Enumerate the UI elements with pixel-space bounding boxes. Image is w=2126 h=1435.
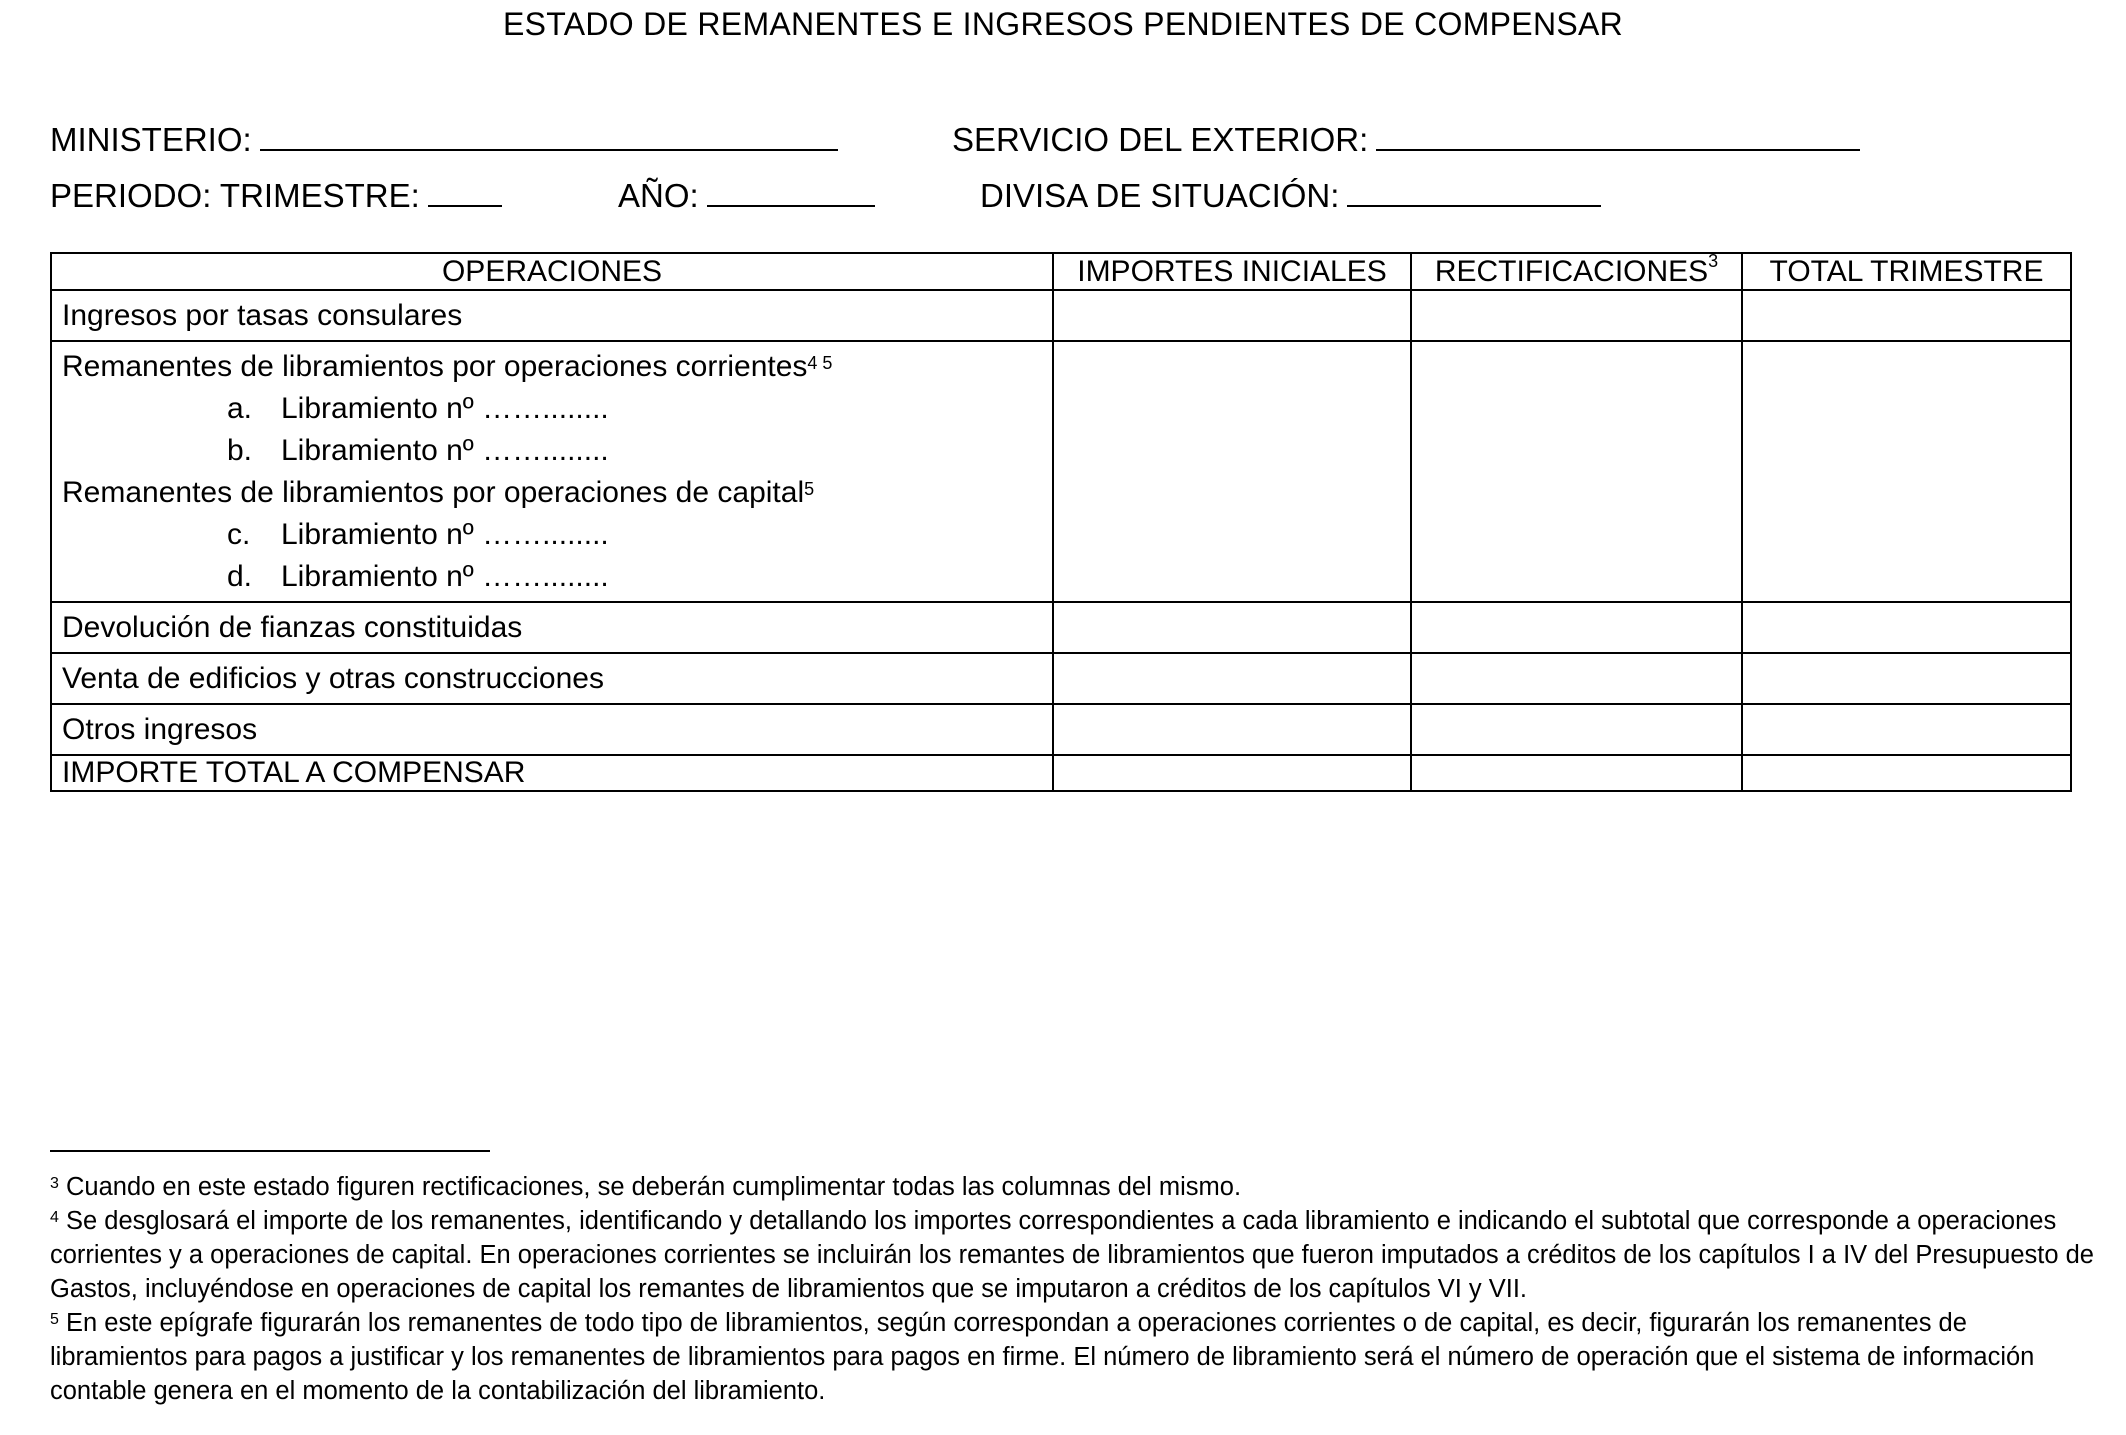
cell-total-trimestre[interactable] xyxy=(1742,653,2071,704)
footnote-5 xyxy=(50,1306,2100,1408)
footnote-ref-4-5: 4 5 xyxy=(807,352,833,373)
table-row xyxy=(51,602,2071,653)
ministerio-field xyxy=(50,119,838,159)
anio-blank[interactable] xyxy=(707,175,875,207)
remanentes-capital-label: Remanentes de libramientos por operaciones de capital xyxy=(62,475,805,509)
table-row xyxy=(51,341,2071,602)
col-header-importes-iniciales: IMPORTES INICIALES xyxy=(1053,253,1411,290)
cell-rectificaciones[interactable] xyxy=(1411,341,1742,602)
cell-total-trimestre[interactable] xyxy=(1742,290,2071,341)
footnote-separator xyxy=(50,1150,490,1152)
table-row-total xyxy=(51,755,2071,791)
col-header-total-trimestre: TOTAL TRIMESTRE xyxy=(1742,253,2071,290)
col-header-rectificaciones xyxy=(1411,250,1742,290)
cell-total-trimestre[interactable] xyxy=(1742,341,2071,602)
cell-importes-iniciales[interactable] xyxy=(1053,341,1411,602)
ministerio-label: MINISTERIO: xyxy=(50,121,252,158)
item-text: Libramiento nº ……........ xyxy=(281,559,609,593)
row-label-fianzas: Devolución de fianzas constituidas xyxy=(51,602,1053,653)
cell-total-trimestre[interactable] xyxy=(1742,602,2071,653)
servicio-exterior-field xyxy=(952,119,1860,159)
ministerio-blank[interactable] xyxy=(260,119,838,151)
footnote-ref-5: 5 xyxy=(804,478,815,499)
periodo-label: PERIODO: TRIMESTRE: xyxy=(50,177,420,214)
servicio-exterior-label: SERVICIO DEL EXTERIOR: xyxy=(952,121,1369,158)
cell-total-trimestre[interactable] xyxy=(1742,704,2071,755)
footnote-3 xyxy=(50,1170,2100,1204)
footnotes xyxy=(50,1170,2100,1408)
rectificaciones-label: RECTIFICACIONES xyxy=(1434,254,1709,288)
item-text: Libramiento nº ……........ xyxy=(281,517,609,551)
footnote-ref-3: 3 xyxy=(1708,250,1719,271)
item-text: Libramiento nº ……........ xyxy=(281,391,609,425)
cell-importes-iniciales[interactable] xyxy=(1053,602,1411,653)
table-row xyxy=(51,704,2071,755)
item-letter: c. xyxy=(227,517,251,551)
trimestre-blank[interactable] xyxy=(428,175,502,207)
col-header-operaciones: OPERACIONES xyxy=(51,253,1053,290)
row-label-tasas: Ingresos por tasas consulares xyxy=(51,290,1053,341)
row-label-total: IMPORTE TOTAL A COMPENSAR xyxy=(51,755,1053,791)
remanentes-corrientes-heading xyxy=(62,346,1042,388)
divisa-label: DIVISA DE SITUACIÓN: xyxy=(980,177,1340,214)
cell-rectificaciones[interactable] xyxy=(1411,290,1742,341)
periodo-field xyxy=(50,175,502,215)
item-letter: b. xyxy=(227,433,253,467)
footnote-marker: 5 xyxy=(50,1311,59,1328)
libramiento-item-b xyxy=(62,430,1042,472)
row-label-otros: Otros ingresos xyxy=(51,704,1053,755)
cell-importes-iniciales[interactable] xyxy=(1053,290,1411,341)
footnote-4 xyxy=(50,1204,2100,1306)
servicio-exterior-blank[interactable] xyxy=(1376,119,1860,151)
cell-rectificaciones[interactable] xyxy=(1411,602,1742,653)
divisa-field xyxy=(980,175,1601,215)
footnote-text: En este epígrafe figurarán los remanentes de todo tipo de libramientos, según correspondan a operaciones corrientes o de capital, es decir, figurarán los remanentes de libramientos para pagos a justificar y los remanentes de libramientos para pagos en firme. El número de libramiento será el número de operación que el sistema de información contable genera en el momento de la contabilización del libramiento. xyxy=(50,1309,2035,1405)
anio-label: AÑO: xyxy=(618,177,699,214)
row-label-remanentes xyxy=(51,341,1053,602)
cell-importes-iniciales[interactable] xyxy=(1053,755,1411,791)
footnote-marker: 3 xyxy=(50,1175,59,1192)
item-letter: a. xyxy=(227,391,253,425)
operations-table xyxy=(50,252,2072,792)
item-letter: d. xyxy=(227,559,253,593)
table-row xyxy=(51,653,2071,704)
cell-rectificaciones[interactable] xyxy=(1411,653,1742,704)
divisa-blank[interactable] xyxy=(1347,175,1601,207)
table-header-row xyxy=(51,253,2071,290)
libramiento-item-d xyxy=(62,556,1042,598)
item-text: Libramiento nº ……........ xyxy=(281,433,609,467)
cell-rectificaciones[interactable] xyxy=(1411,755,1742,791)
remanentes-capital-heading xyxy=(62,472,1042,514)
cell-importes-iniciales[interactable] xyxy=(1053,704,1411,755)
anio-field xyxy=(618,175,875,215)
cell-rectificaciones[interactable] xyxy=(1411,704,1742,755)
libramiento-item-c xyxy=(62,514,1042,556)
libramiento-item-a xyxy=(62,388,1042,430)
cell-total-trimestre[interactable] xyxy=(1742,755,2071,791)
document-title: ESTADO DE REMANENTES E INGRESOS PENDIENTES DE COMPENSAR xyxy=(502,6,1624,42)
footnote-text: Se desglosará el importe de los remanentes, identificando y detallando los importes correspondientes a cada libramiento e indicando el subtotal que corresponde a operaciones corrientes y a operaciones de capital. En operaciones corrientes se incluirán los remantes de libramientos que fueron imputados a créditos de los capítulos I a IV del Presupuesto de Gastos, incluyéndose en operaciones de capital los remantes de libramientos que se imputaron a créditos de los capítulos VI y VII. xyxy=(50,1207,2094,1303)
table-row xyxy=(51,290,2071,341)
cell-importes-iniciales[interactable] xyxy=(1053,653,1411,704)
footnote-marker: 4 xyxy=(50,1209,59,1226)
footnote-text: Cuando en este estado figuren rectificaciones, se deberán cumplimentar todas las columnas del mismo. xyxy=(58,1173,1242,1201)
row-label-edificios: Venta de edificios y otras construcciones xyxy=(51,653,1053,704)
remanentes-corrientes-label: Remanentes de libramientos por operaciones corrientes xyxy=(62,349,808,383)
